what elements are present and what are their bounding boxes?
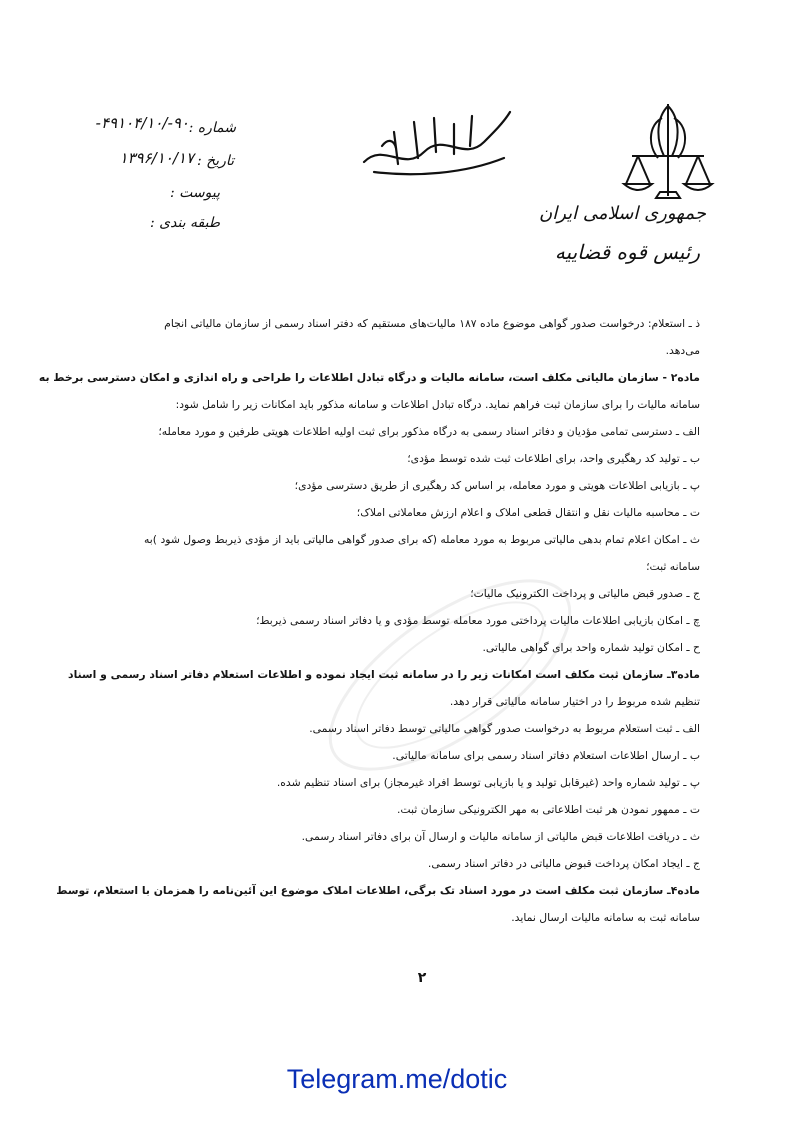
attachment-label: پیوست : — [170, 185, 220, 201]
text-line: الف ـ ثبت استعلام مربوط به درخواست صدور گواهی مالیاتی توسط دفاتر اسناد رسمی. — [309, 722, 700, 735]
text-line: پ ـ بازیابی اطلاعات هویتی و مورد معامله، بر اساس کد رهگیری از طریق دسترسی مؤدی؛ — [294, 479, 700, 492]
text-line: ت ـ محاسبه مالیات نقل و انتقال قطعی املاک و اعلام ارزش معاملاتی املاک؛ — [356, 506, 700, 519]
org-name: جمهوری اسلامی ایران — [539, 203, 706, 224]
text-line: تنظیم شده مربوط را در اختیار سامانه مالیاتی قرار دهد. — [449, 695, 700, 708]
text-line: می‌دهد. — [665, 344, 700, 357]
article-2-heading: ماده۲ - سازمان مالیاتی مکلف است، سامانه مالیات و درگاه تبادل اطلاعات را طراحی و راه اندازی و امکان دسترسی برخط به — [38, 371, 700, 384]
text-line: ح ـ امکان تولید شماره واحد برای گواهی مالیاتی. — [482, 641, 700, 654]
text-line: ث ـ دریافت اطلاعات قبض مالیاتی از سامانه مالیات و ارسال آن برای دفاتر اسناد رسمی. — [301, 830, 700, 843]
text-line: سامانه ثبت به سامانه مالیات ارسال نماید. — [511, 911, 700, 924]
text-line: ت ـ ممهور نمودن هر ثبت اطلاعاتی به مهر الکترونیکی سازمان ثبت. — [397, 803, 700, 816]
date-value: ۱۳۹۶/۱۰/۱۷ — [119, 149, 194, 167]
org-title: رئیس قوه قضاییه — [554, 240, 700, 264]
text-line: ج ـ صدور قبض مالیاتی و پرداخت الکترونیک مالیات؛ — [470, 587, 700, 600]
text-line: سامانه ثبت؛ — [646, 560, 700, 573]
number-label: شماره : — [188, 120, 236, 136]
iran-emblem-icon — [618, 98, 718, 206]
basmala-text: بسم الله الرحمن الرحیم — [428, 180, 440, 181]
text-line: ث ـ امکان اعلام تمام بدهی مالیاتی مربوط به مورد معامله (که برای صدور گواهی مالیاتی باید از مؤدی ذیربط وصول شود )به — [144, 533, 700, 546]
text-line: چ ـ امکان بازیابی اطلاعات مالیات پرداختی مورد معامله توسط مؤدی و یا دفاتر اسناد رسمی ذیربط؛ — [256, 614, 700, 627]
text-line: ذ ـ استعلام: درخواست صدور گواهی موضوع ماده ۱۸۷ مالیات‌های مستقیم که دفتر اسناد رسمی از سازمان مالیاتی انجام — [164, 317, 700, 330]
telegram-link[interactable]: Telegram.me/dotic — [286, 1064, 508, 1094]
classification-label: طبقه بندی : — [150, 215, 220, 231]
text-line: ب ـ ارسال اطلاعات استعلام دفاتر اسناد رسمی برای سامانه مالیاتی. — [392, 749, 700, 762]
article-3-heading: ماده۳ـ سازمان ثبت مکلف است امکانات زیر را در سامانه ثبت ایجاد نموده و اطلاعات استعلام دفاتر اسناد رسمی و اسناد — [68, 668, 700, 681]
text-line: سامانه مالیات را برای سازمان ثبت فراهم نماید. درگاه تبادل اطلاعات و سامانه مذکور باید امکانات زیر را شامل شود: — [175, 398, 700, 411]
page-number: ۲ — [417, 970, 427, 986]
text-line: ج ـ ایجاد امکان پرداخت قبوض مالیاتی در دفاتر اسناد رسمی. — [427, 857, 700, 870]
basmala-calligraphy — [354, 102, 514, 182]
date-label: تاریخ : — [196, 153, 234, 169]
number-value: ۹۰-/۴۹۱۰۴/۱۰- — [95, 114, 189, 132]
text-line: پ ـ تولید شماره واحد (غیرقابل تولید و یا بازیابی توسط افراد غیرمجاز) برای اسناد تنظیم شده. — [276, 776, 700, 789]
article-4-heading: ماده۴ـ سازمان ثبت مکلف است در مورد اسناد تک برگی، اطلاعات املاک موضوع این آئین‌نامه را همزمان با استعلام، توسط — [56, 884, 700, 897]
text-line: ب ـ تولید کد رهگیری واحد، برای اطلاعات ثبت شده توسط مؤدی؛ — [407, 452, 700, 465]
text-line: الف ـ دسترسی تمامی مؤدیان و دفاتر اسناد رسمی به درگاه مذکور برای ثبت اولیه اطلاعات هویتی طرفین و مورد معامله؛ — [158, 425, 700, 438]
